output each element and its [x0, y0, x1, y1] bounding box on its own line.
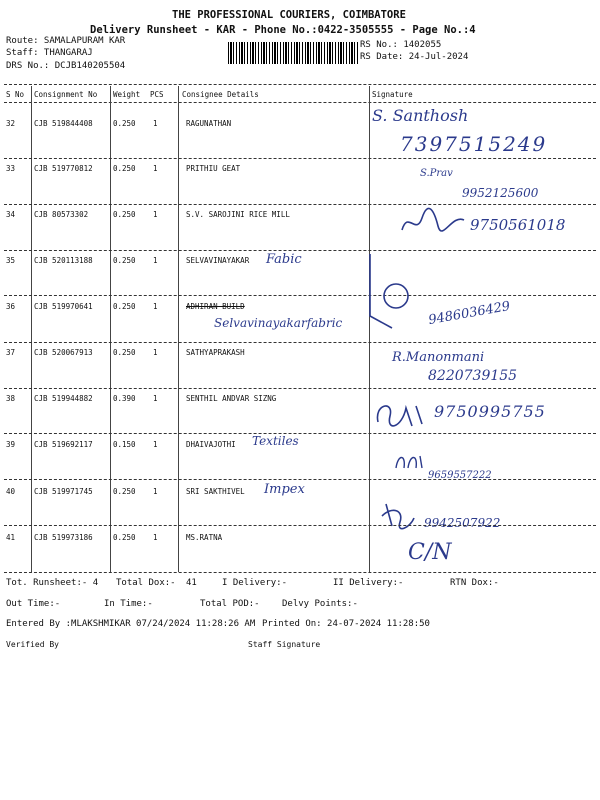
divider: [4, 342, 596, 343]
row-weight: 0.250: [113, 533, 136, 542]
total-dox-value: 41: [186, 578, 197, 588]
divider: [4, 433, 596, 434]
row-consignee: ADHIRAN BUILD: [186, 302, 245, 311]
row-sno: 33: [6, 164, 16, 173]
col-sno: S No: [6, 90, 25, 99]
row-pcs: 1: [153, 256, 158, 265]
handwritten-note: Fabic: [266, 252, 302, 267]
row-sno: 32: [6, 119, 16, 128]
handwritten-phone: 9659557222: [428, 470, 492, 481]
row-weight: 0.250: [113, 302, 136, 311]
handwritten-phone: 9750561018: [470, 216, 566, 234]
row-pcs: 1: [153, 119, 158, 128]
rs-number: RS No.: 1402055: [360, 40, 442, 50]
divider: [4, 204, 596, 205]
row-consignee: SELVAVINAYAKAR: [186, 256, 250, 265]
row-sno: 39: [6, 440, 16, 449]
row-weight: 0.150: [113, 440, 136, 449]
divider: [4, 388, 596, 389]
divider: [4, 84, 596, 85]
row-consignee: SENTHIL ANDVAR SIZNG: [186, 394, 277, 403]
signature-scribble: [378, 498, 418, 532]
row-pcs: 1: [153, 164, 158, 173]
row-weight: 0.250: [113, 348, 136, 357]
row-weight: 0.390: [113, 394, 136, 403]
handwritten-phone: 8220739155: [428, 368, 518, 384]
handwritten-note: Selvavinayakarfabric: [214, 316, 343, 330]
row-consignee: PRITHIU GEAT: [186, 164, 241, 173]
row-sno: 35: [6, 256, 16, 265]
divider: [4, 572, 596, 573]
rtn-dox: RTN Dox:-: [450, 578, 499, 588]
row-weight: 0.250: [113, 256, 136, 265]
handwritten-phone: 9750995755: [434, 402, 546, 421]
handwritten-signature: S.Prav: [420, 168, 453, 179]
divider: [4, 158, 596, 159]
total-dox-label: Total Dox:-: [116, 578, 176, 588]
divider: [4, 479, 596, 480]
staff-label: Staff: THANGARAJ: [6, 48, 93, 58]
row-consignment: CJB 80573302: [34, 210, 89, 219]
stamp-mark: [362, 246, 412, 336]
row-sno: 41: [6, 533, 16, 542]
total-runsheet: Tot. Runsheet:- 4: [6, 578, 99, 588]
row-pcs: 1: [153, 348, 158, 357]
row-pcs: 1: [153, 487, 158, 496]
drs-number: DRS No.: DCJB140205504: [6, 61, 126, 71]
row-consignee: SRI SAKTHIVEL: [186, 487, 245, 496]
row-pcs: 1: [153, 210, 158, 219]
row-consignee: S.V. SAROJINI RICE MILL: [186, 210, 290, 219]
barcode: [228, 42, 358, 64]
handwritten-phone: 9942507922: [424, 516, 501, 530]
col-pcs: PCS: [150, 90, 164, 99]
row-consignee: RAGUNATHAN: [186, 119, 232, 128]
entered-by: Entered By :MLAKSHMIKAR 07/24/2024 11:28:26 AM: [6, 619, 256, 629]
divider: [4, 250, 596, 251]
handwritten-note: Textiles: [252, 434, 299, 448]
signature-scribble: [398, 206, 468, 240]
row-sno: 40: [6, 487, 16, 496]
delivery-points: Delvy Points:-: [282, 599, 358, 609]
i-delivery: I Delivery:-: [222, 578, 288, 588]
row-consignment: CJB 519844408: [34, 119, 93, 128]
row-weight: 0.250: [113, 119, 136, 128]
printed-on: Printed On: 24-07-2024 11:28:50: [262, 619, 430, 629]
row-weight: 0.250: [113, 487, 136, 496]
handwritten-phone: 9952125600: [462, 186, 539, 200]
handwritten-signature: C/N: [408, 540, 452, 565]
divider: [4, 295, 596, 296]
divider: [4, 102, 596, 103]
handwritten-signature: S. Santhosh: [372, 106, 469, 125]
col-consignment: Consignment No: [34, 90, 98, 99]
handwritten-signature: R.Manonmani: [392, 350, 485, 365]
out-time: Out Time:-: [6, 599, 61, 609]
row-pcs: 1: [153, 394, 158, 403]
staff-signature: Staff Signature: [248, 640, 321, 649]
divider: [4, 525, 596, 526]
row-consignee: MS.RATNA: [186, 533, 223, 542]
col-signature: Signature: [372, 90, 413, 99]
row-consignee: DHAIVAJOTHI: [186, 440, 236, 449]
col-consignee: Consignee Details: [182, 90, 259, 99]
rs-date: RS Date: 24-Jul-2024: [360, 52, 469, 62]
in-time: In Time:-: [104, 599, 153, 609]
row-pcs: 1: [153, 440, 158, 449]
row-consignment: CJB 519692117: [34, 440, 93, 449]
ii-delivery: II Delivery:-: [333, 578, 404, 588]
row-consignment: CJB 519770812: [34, 164, 93, 173]
row-consignee: SATHYAPRAKASH: [186, 348, 245, 357]
col-weight: Weight: [113, 90, 141, 99]
total-pod: Total POD:-: [200, 599, 260, 609]
row-consignment: CJB 520067913: [34, 348, 93, 357]
signature-scribble: [372, 398, 432, 432]
row-sno: 38: [6, 394, 16, 403]
row-weight: 0.250: [113, 210, 136, 219]
row-consignment: CJB 519970641: [34, 302, 93, 311]
row-pcs: 1: [153, 533, 158, 542]
handwritten-note: Impex: [264, 482, 305, 497]
row-weight: 0.250: [113, 164, 136, 173]
row-pcs: 1: [153, 302, 158, 311]
row-consignment: CJB 519973186: [34, 533, 93, 542]
route-label: Route: SAMALAPURAM KAR: [6, 36, 126, 46]
row-sno: 37: [6, 348, 16, 357]
company-title: THE PROFESSIONAL COURIERS, COIMBATORE: [172, 9, 406, 21]
handwritten-phone: 9486036429: [427, 298, 512, 329]
handwritten-phone: 7397515249: [400, 132, 548, 156]
row-consignment: CJB 519944882: [34, 394, 93, 403]
signature-scribble: [392, 450, 428, 474]
row-consignment: CJB 520113188: [34, 256, 93, 265]
verified-by: Verified By: [6, 640, 59, 649]
row-sno: 36: [6, 302, 16, 311]
row-sno: 34: [6, 210, 16, 219]
runsheet-subtitle: Delivery Runsheet - KAR - Phone No.:0422-3505555 - Page No.:4: [90, 24, 476, 36]
row-consignment: CJB 519971745: [34, 487, 93, 496]
